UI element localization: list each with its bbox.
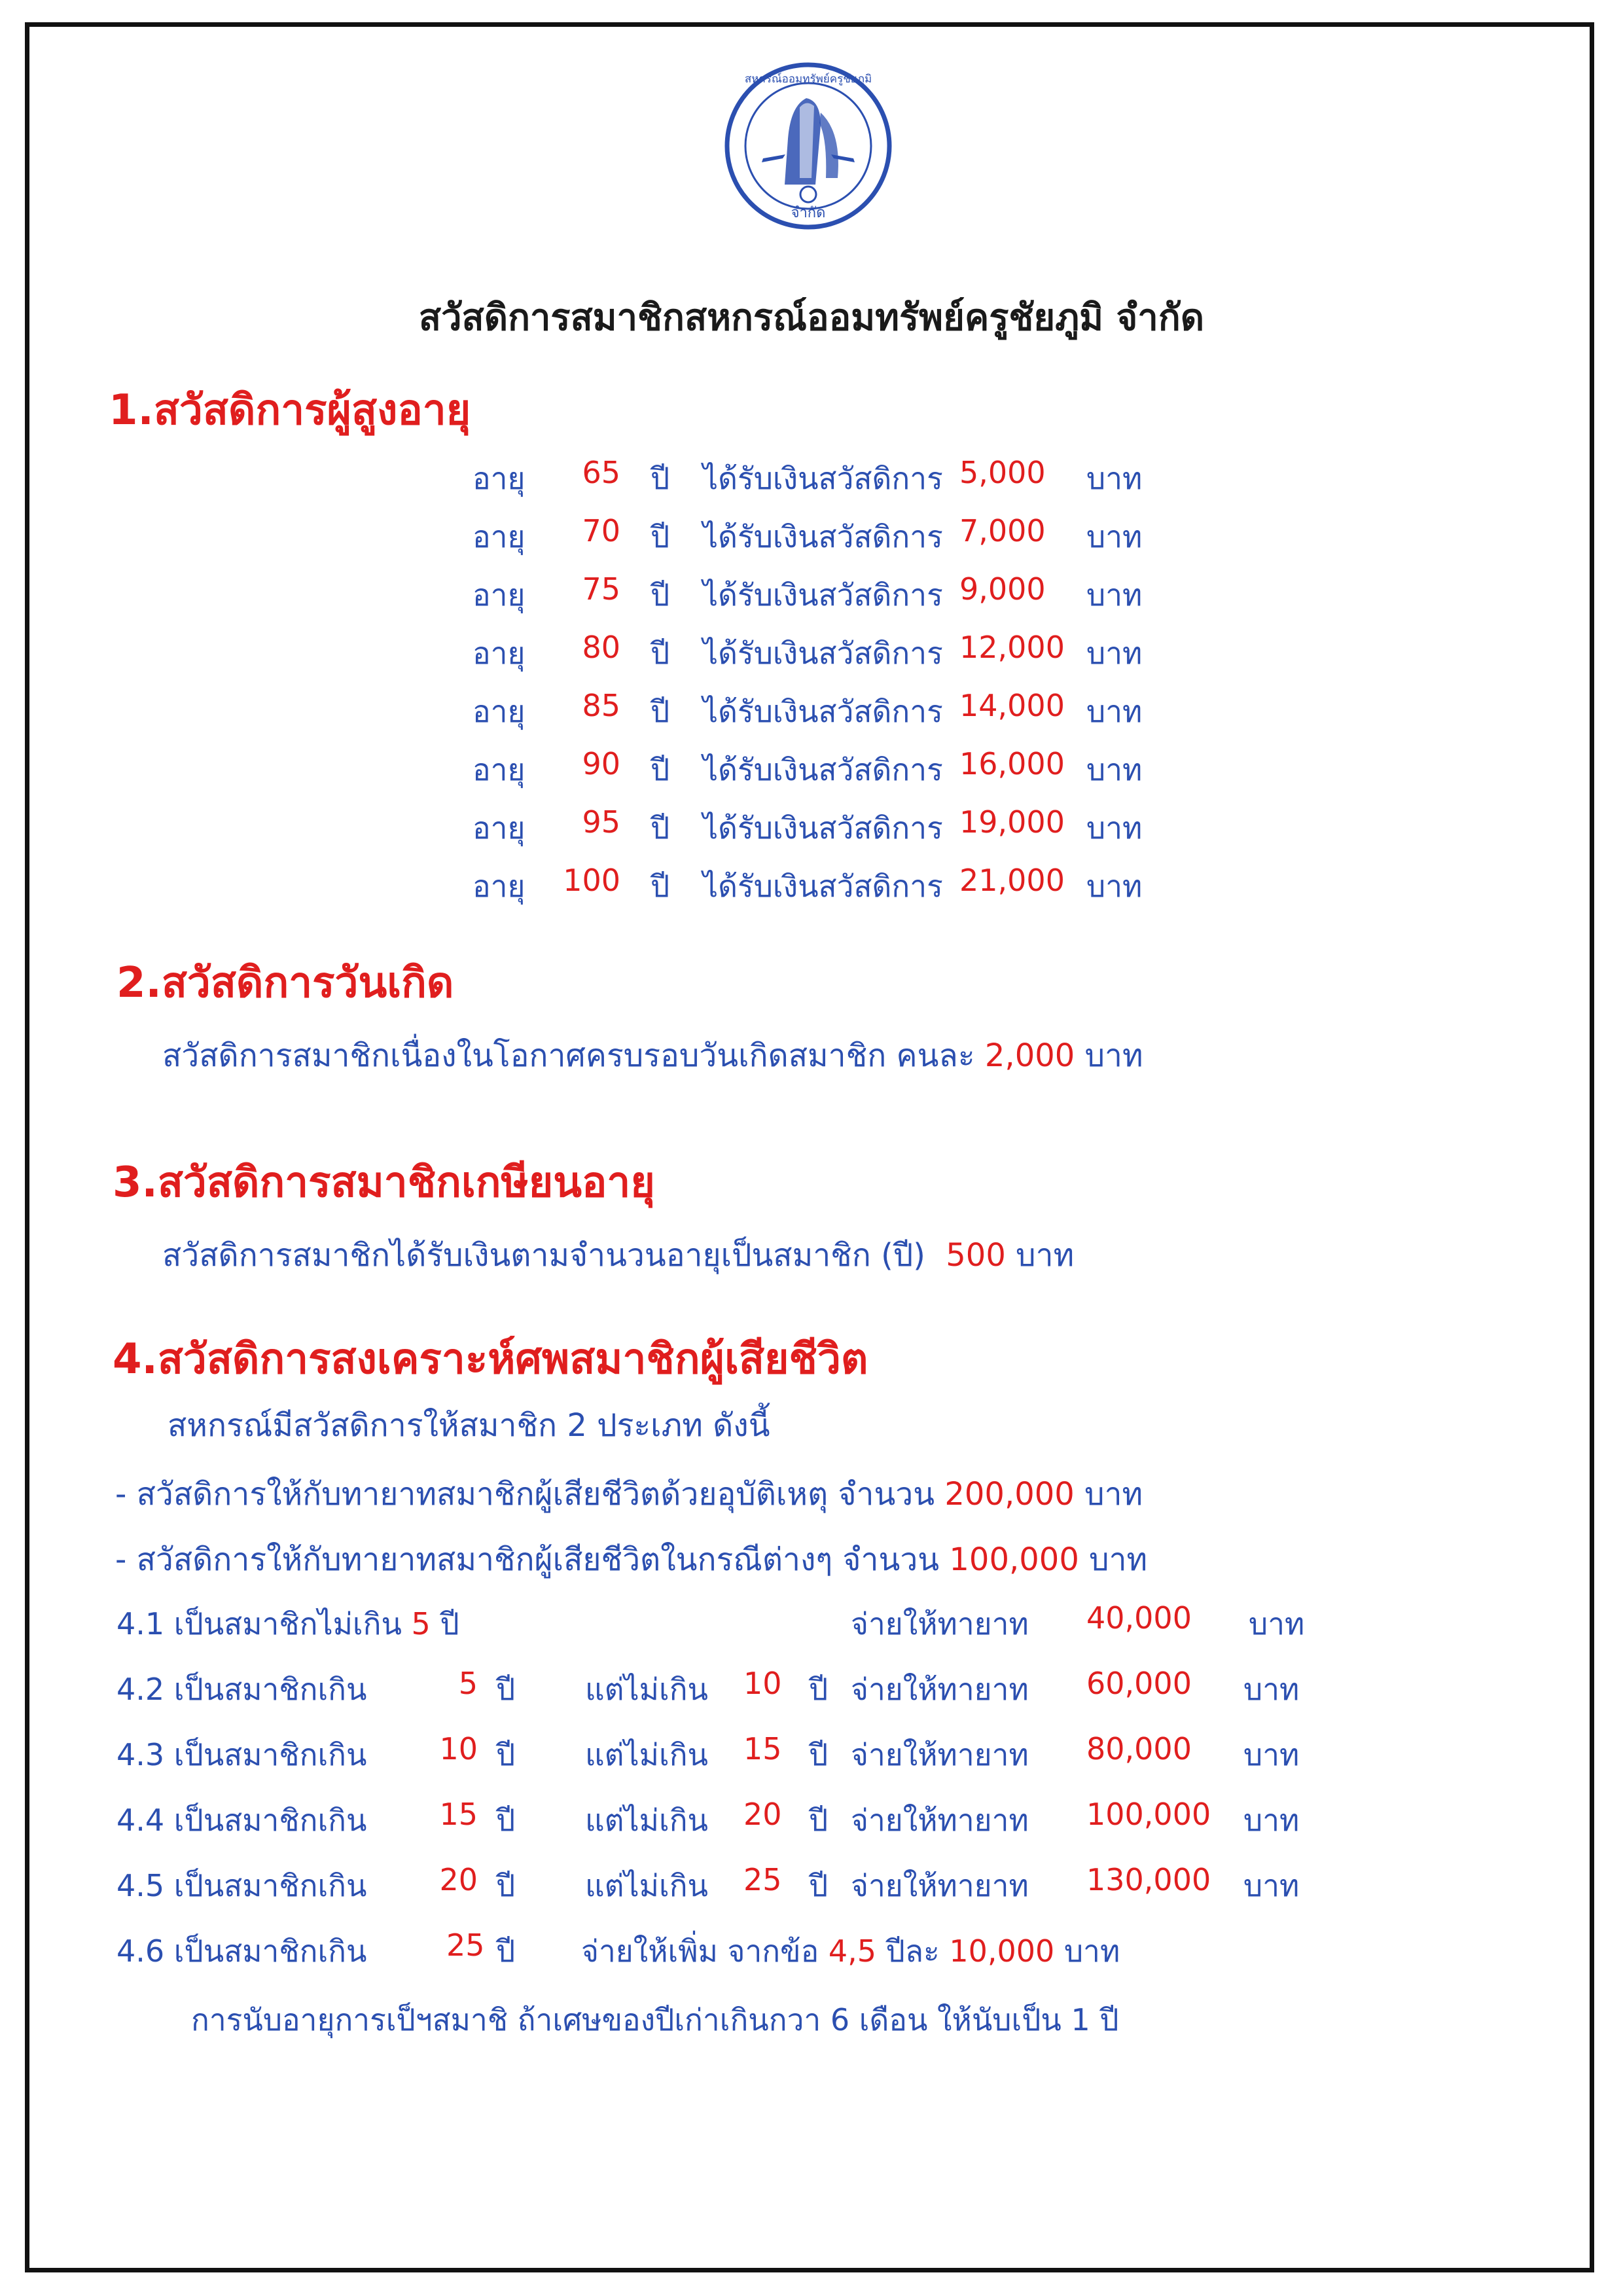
rule-4-1-years: 5 <box>411 1606 431 1641</box>
rule-from: 20 <box>439 1862 478 1897</box>
age-year: ปี <box>651 519 670 554</box>
rule-4-1-year: ปี <box>440 1606 459 1641</box>
rule-from: 10 <box>439 1731 478 1767</box>
age-text: ได้รับเงินสวัสดิการ <box>703 810 943 846</box>
rule-4-6-amount: 10,000 <box>949 1933 1055 1969</box>
rule-amount: 130,000 <box>1086 1862 1211 1897</box>
age-year: ปี <box>651 461 670 496</box>
rule-prefix: 4.4 เป็นสมาชิกเกิน <box>116 1803 367 1838</box>
rule-4-6-per-year: ปีละ <box>885 1933 940 1969</box>
rule-pay: จ่ายให้ทายาท <box>851 1672 1029 1707</box>
age-label: อายุ <box>473 752 526 787</box>
bullet-2-unit: บาท <box>1089 1541 1148 1578</box>
age-year: ปี <box>651 752 670 787</box>
age-label: อายุ <box>473 577 526 613</box>
age-unit: บาท <box>1086 752 1143 787</box>
age-unit: บาท <box>1086 694 1143 729</box>
age-year: ปี <box>651 577 670 613</box>
rule-but: แต่ไม่เกิน <box>585 1803 708 1838</box>
age-value: 95 <box>582 804 620 840</box>
section4-bullet-2 <box>115 1535 1147 1585</box>
bullet-1-amount: 200,000 <box>944 1476 1075 1513</box>
age-amount: 7,000 <box>959 513 1046 548</box>
bullet-1-unit: บาท <box>1084 1476 1143 1513</box>
rule-year-to: ปี <box>809 1672 829 1707</box>
age-value: 90 <box>582 746 620 781</box>
age-text: ได้รับเงินสวัสดิการ <box>703 461 943 496</box>
rule-4-1-text: 4.1 เป็นสมาชิกไม่เกิน <box>116 1606 402 1641</box>
age-label: อายุ <box>473 519 526 554</box>
rule-but: แต่ไม่เกิน <box>585 1737 708 1772</box>
rule-but: แต่ไม่เกิน <box>585 1868 708 1903</box>
rule-year-from: ปี <box>496 1737 516 1772</box>
age-amount: 5,000 <box>959 455 1046 490</box>
section4-bullet-1 <box>115 1469 1143 1519</box>
rule-pay: จ่ายให้ทายาท <box>851 1737 1029 1772</box>
bullet-1-text: - สวัสดิการให้กับทายาทสมาชิกผู้เสียชีวิตด้วยอุบัติเหตุ จำนวน <box>115 1476 935 1513</box>
rule-4-6-unit: บาท <box>1063 1933 1120 1969</box>
rule-amount: 100,000 <box>1086 1797 1211 1832</box>
age-amount: 12,000 <box>959 630 1065 665</box>
section4-intro: สหกรณ์มีสวัสดิการให้สมาชิก 2 ประเภท ดังนี้ <box>168 1407 770 1444</box>
age-label: อายุ <box>473 461 526 496</box>
age-value: 75 <box>582 571 620 607</box>
age-label: อายุ <box>473 636 526 671</box>
rule-year-to: ปี <box>809 1737 829 1772</box>
age-label: อายุ <box>473 694 526 729</box>
rule-4-1-amount: 40,000 <box>1086 1600 1192 1636</box>
rule-4-1-prefix <box>116 1600 459 1648</box>
rule-4-6-extra <box>581 1928 1120 1975</box>
rule-unit: บาท <box>1243 1803 1300 1838</box>
age-unit: บาท <box>1086 519 1143 554</box>
age-amount: 14,000 <box>959 688 1065 723</box>
rule-from: 5 <box>458 1666 478 1701</box>
age-amount: 9,000 <box>959 571 1046 607</box>
rule-year-to: ปี <box>809 1803 829 1838</box>
age-year: ปี <box>651 636 670 671</box>
age-year: ปี <box>651 694 670 729</box>
rule-but: แต่ไม่เกิน <box>585 1672 708 1707</box>
age-text: ได้รับเงินสวัสดิการ <box>703 636 943 671</box>
age-label: อายุ <box>473 810 526 846</box>
rule-4-6-extra-text: จ่ายให้เพิ่ม จากข้อ <box>581 1933 819 1969</box>
rule-4-1-pay: จ่ายให้ทายาท <box>851 1606 1029 1641</box>
rule-year-from: ปี <box>496 1868 516 1903</box>
age-value: 80 <box>582 630 620 665</box>
age-text: ได้รับเงินสวัสดิการ <box>703 752 943 787</box>
age-text: ได้รับเงินสวัสดิการ <box>703 577 943 613</box>
age-value: 85 <box>582 688 620 723</box>
rule-4-6-from: 25 <box>446 1928 485 1963</box>
age-amount: 16,000 <box>959 746 1065 781</box>
age-amount: 19,000 <box>959 804 1065 840</box>
rule-4-6-year: ปี <box>496 1933 516 1969</box>
rule-to: 25 <box>743 1862 782 1897</box>
bullet-2-amount: 100,000 <box>949 1541 1079 1578</box>
age-amount: 21,000 <box>959 863 1065 898</box>
age-year: ปี <box>651 869 670 904</box>
seal-ring-text: สหกรณ์ออมทรัพย์ครูชัยภูมิ <box>744 73 872 86</box>
age-value: 65 <box>582 455 620 490</box>
rule-unit: บาท <box>1243 1672 1300 1707</box>
rule-unit: บาท <box>1243 1868 1300 1903</box>
age-unit: บาท <box>1086 869 1143 904</box>
rule-pay: จ่ายให้ทายาท <box>851 1868 1029 1903</box>
age-unit: บาท <box>1086 636 1143 671</box>
age-value: 70 <box>582 513 620 548</box>
rule-amount: 60,000 <box>1086 1666 1192 1701</box>
rule-4-6-prefix: 4.6 เป็นสมาชิกเกิน <box>116 1933 367 1969</box>
rule-4-6-ref: 4,5 <box>828 1933 876 1969</box>
section3-desc: สวัสดิการสมาชิกได้รับเงินตามจำนวนอายุเป็นสมาชิก (ปี) <box>162 1237 925 1274</box>
section3-unit: บาท <box>1016 1237 1075 1274</box>
age-text: ได้รับเงินสวัสดิการ <box>703 869 943 904</box>
age-unit: บาท <box>1086 461 1143 496</box>
document-title: สวัสดิการสมาชิกสหกรณ์ออมทรัพย์ครูชัยภูมิ จำกัด <box>418 296 1205 339</box>
section2-text <box>162 1031 1143 1081</box>
rule-prefix: 4.5 เป็นสมาชิกเกิน <box>116 1868 367 1903</box>
age-label: อายุ <box>473 869 526 904</box>
rule-prefix: 4.3 เป็นสมาชิกเกิน <box>116 1737 367 1772</box>
rule-unit: บาท <box>1243 1737 1300 1772</box>
age-year: ปี <box>651 810 670 846</box>
rule-from: 15 <box>439 1797 478 1832</box>
section3-text <box>162 1230 1074 1280</box>
seal-bottom-text: จำกัด <box>791 205 826 221</box>
section2-amount: 2,000 <box>984 1037 1075 1074</box>
bullet-2-text: - สวัสดิการให้กับทายาทสมาชิกผู้เสียชีวิตในกรณีต่างๆ จำนวน <box>115 1541 940 1578</box>
age-text: ได้รับเงินสวัสดิการ <box>703 694 943 729</box>
section1-title: 1.สวัสดิการผู้สูงอายุ <box>109 386 471 435</box>
age-unit: บาท <box>1086 810 1143 846</box>
section2-unit: บาท <box>1084 1037 1143 1074</box>
rule-4-1-unit: บาท <box>1249 1606 1305 1641</box>
section2-desc: สวัสดิการสมาชิกเนื่องในโอกาศครบรอบวันเกิดสมาชิก คนละ <box>162 1037 975 1074</box>
rule-to: 10 <box>743 1666 782 1701</box>
rule-year-from: ปี <box>496 1672 516 1707</box>
rule-prefix: 4.2 เป็นสมาชิกเกิน <box>116 1672 367 1707</box>
section4-title: 4.สวัสดิการสงเคราะห์ศพสมาชิกผู้เสียชีวิต <box>113 1335 868 1384</box>
rule-pay: จ่ายให้ทายาท <box>851 1803 1029 1838</box>
coop-seal-logo <box>722 60 894 232</box>
section3-amount: 500 <box>946 1237 1006 1274</box>
rule-to: 15 <box>743 1731 782 1767</box>
rule-to: 20 <box>743 1797 782 1832</box>
rule-amount: 80,000 <box>1086 1731 1192 1767</box>
rule-year-to: ปี <box>809 1868 829 1903</box>
section3-title: 3.สวัสดิการสมาชิกเกษียนอายุ <box>113 1158 655 1207</box>
age-text: ได้รับเงินสวัสดิการ <box>703 519 943 554</box>
age-unit: บาท <box>1086 577 1143 613</box>
age-value: 100 <box>563 863 620 898</box>
rule-year-from: ปี <box>496 1803 516 1838</box>
section2-title: 2.สวัสดิการวันเกิด <box>116 959 454 1007</box>
section4-note: การนับอายุการเป็ฯสมาชิ ถ้าเศษของปีเก่าเกินกวา 6 เดือน ให้นับเป็น 1 ปี <box>191 2002 1119 2037</box>
